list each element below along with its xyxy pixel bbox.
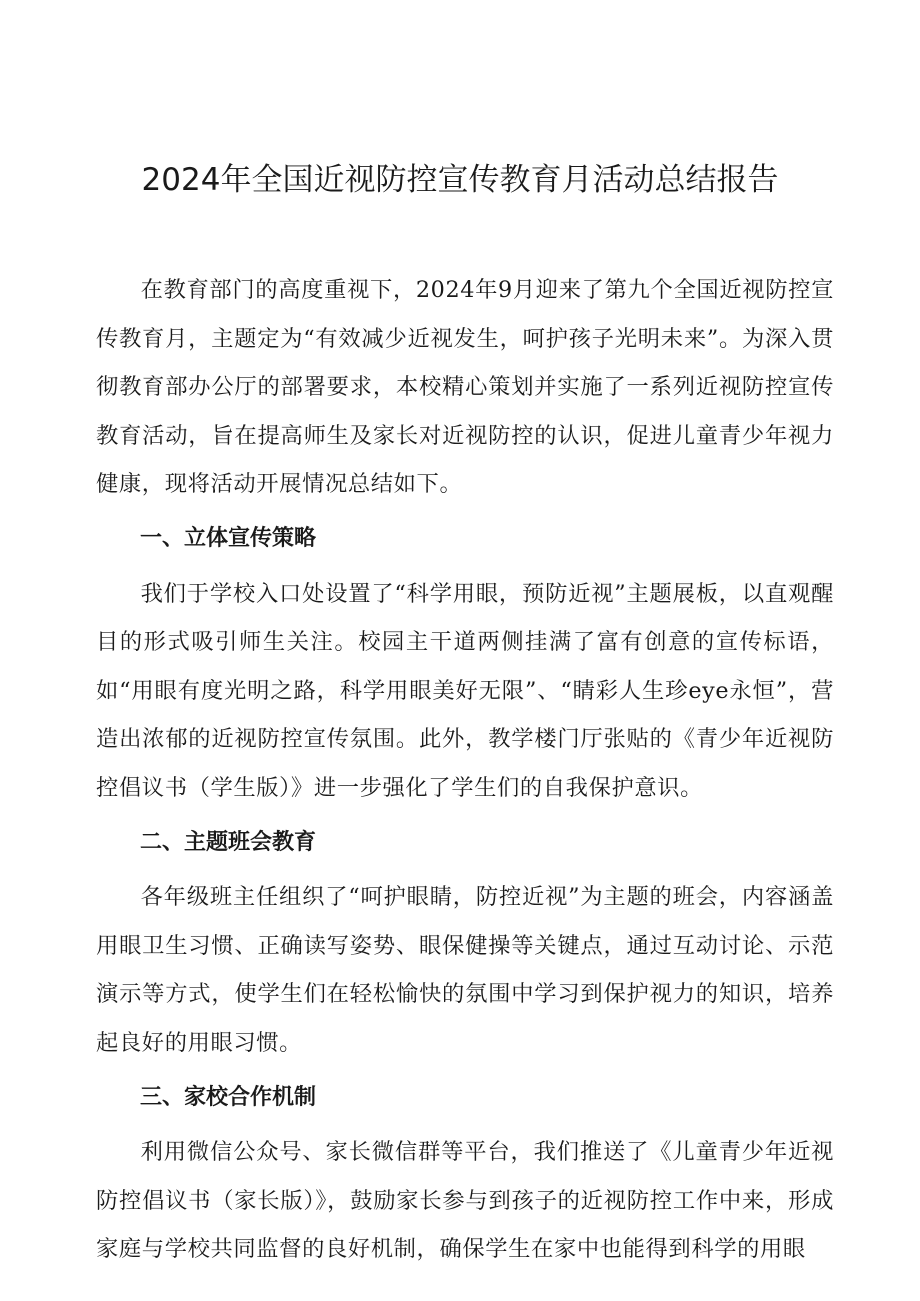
- document-title: 2024年全国近视防控宣传教育月活动总结报告: [141, 162, 779, 198]
- intro-paragraph: 在教育部门的高度重视下，2024年9月迎来了第九个全国近视防控宣传教育月，主题定为“有效减少近视发生，呵护孩子光明未来”。为深入贯彻教育部办公厅的部署要求，本校精心策划并实施了一系列近视防控宣传教育活动，旨在提高师生及家长对近视防控的认识，促进儿童青少年视力健康，现将活动开展情况总结如下。: [96, 277, 834, 498]
- section-heading-1: 一、立体宣传策略: [140, 525, 317, 551]
- section-heading-2: 二、主题班会教育: [140, 829, 317, 855]
- section-body-3: 利用微信公众号、家长微信群等平台，我们推送了《儿童青少年近视防控倡议书（家长版）》，鼓励家长参与到孩子的近视防控工作中来，形成家庭与学校共同监督的良好机制，确保学生在家中也能得到科学的用眼: [96, 1139, 834, 1263]
- section-body-2: 各年级班主任组织了“呵护眼睛，防控近视”为主题的班会，内容涵盖用眼卫生习惯、正确读写姿势、眼保健操等关键点，通过互动讨论、示范演示等方式，使学生们在轻松愉快的氛围中学习到保护视力的知识，培养起良好的用眼习惯。: [96, 884, 834, 1056]
- section-body-1: 我们于学校入口处设置了“科学用眼，预防近视”主题展板，以直观醒目的形式吸引师生关注。校园主干道两侧挂满了富有创意的宣传标语，如“用眼有度光明之路，科学用眼美好无限”、“睛彩人生珍eye永恒”，营造出浓郁的近视防控宣传氛围。此外，教学楼门厅张贴的《青少年近视防控倡议书（学生版）》进一步强化了学生们的自我保护意识。: [96, 580, 834, 801]
- section-heading-3: 三、家校合作机制: [140, 1084, 317, 1110]
